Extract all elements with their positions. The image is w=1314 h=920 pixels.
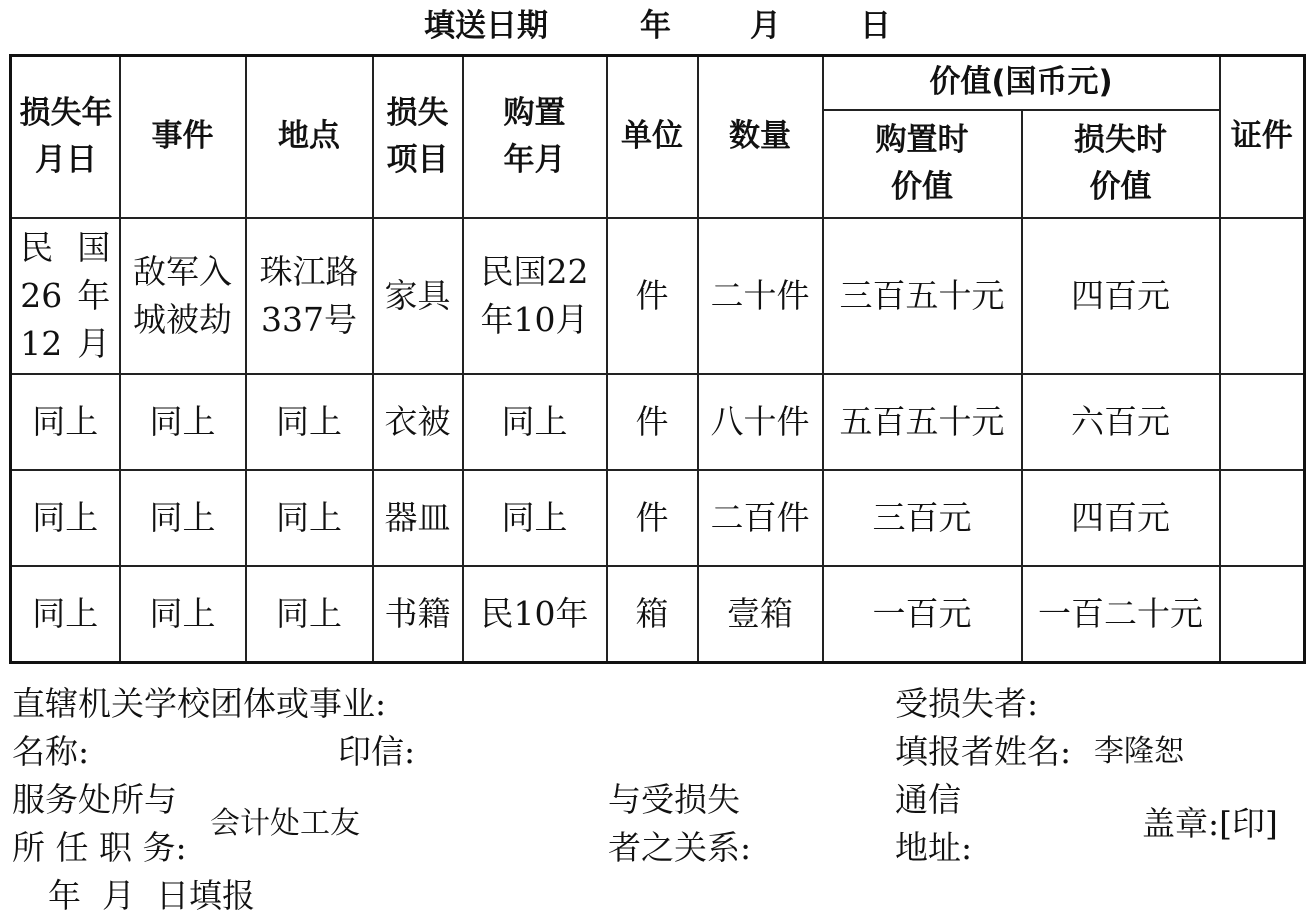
cell-purchase-value: 五百五十元 xyxy=(823,374,1022,470)
address-label-line2: 地址: xyxy=(895,828,973,867)
fill-date-year: 年 xyxy=(640,8,671,44)
loss-report-table xyxy=(9,54,1306,664)
cell-item: 衣被 xyxy=(373,374,463,470)
cell-unit: 件 xyxy=(607,218,698,374)
fill-date-label: 填送日期 xyxy=(424,8,548,44)
cell-loss-value: 一百二十元 xyxy=(1022,566,1220,662)
reporter-label: 填报者姓名: xyxy=(895,732,1072,771)
cell-purchase-date: 民10年 xyxy=(463,566,607,662)
cell-item: 家具 xyxy=(373,218,463,374)
header-loss-item: 损失项目 xyxy=(373,56,463,218)
workplace-value: 会计处工友 xyxy=(210,806,360,841)
victim-label: 受损失者: xyxy=(895,684,1039,723)
cell-quantity: 二十件 xyxy=(698,218,823,374)
cell-loss-date: 同上 xyxy=(11,374,120,470)
cell-quantity: 八十件 xyxy=(698,374,823,470)
header-loss-date: 损失年月日 xyxy=(11,56,120,218)
cell-quantity: 壹箱 xyxy=(698,566,823,662)
cell-certificate xyxy=(1220,470,1305,566)
cell-loss-date: 同上 xyxy=(11,470,120,566)
reporter-name: 李隆恕 xyxy=(1094,734,1184,769)
stamp-label: 盖章:[印] xyxy=(1142,804,1278,843)
cell-purchase-value: 一百元 xyxy=(823,566,1022,662)
relation-label-line2: 者之关系: xyxy=(608,828,752,867)
cell-loss-date: 同上 xyxy=(11,566,120,662)
header-loss-value: 损失时价值 xyxy=(1022,110,1220,218)
agency-label: 直辖机关学校团体或事业: xyxy=(12,684,387,723)
cell-purchase-date: 同上 xyxy=(463,470,607,566)
cell-loss-value: 六百元 xyxy=(1022,374,1220,470)
cell-purchase-date: 同上 xyxy=(463,374,607,470)
cell-certificate xyxy=(1220,218,1305,374)
cell-unit: 箱 xyxy=(607,566,698,662)
seal-label: 印信: xyxy=(338,732,416,771)
header-purchase-date: 购置年月 xyxy=(463,56,607,218)
name-label: 名称: xyxy=(12,732,90,771)
header-value-group: 价值(国币元) xyxy=(823,56,1220,110)
cell-loss-value: 四百元 xyxy=(1022,218,1220,374)
header-purchase-value: 购置时价值 xyxy=(823,110,1022,218)
header-certificate: 证件 xyxy=(1220,56,1305,218)
header-event: 事件 xyxy=(120,56,246,218)
fill-date-day: 日 xyxy=(860,8,891,44)
cell-quantity: 二百件 xyxy=(698,470,823,566)
cell-purchase-value: 三百元 xyxy=(823,470,1022,566)
cell-event: 同上 xyxy=(120,374,246,470)
fill-date-month: 月 xyxy=(750,8,781,44)
header-quantity: 数量 xyxy=(698,56,823,218)
table-row xyxy=(11,470,1305,566)
cell-purchase-value: 三百五十元 xyxy=(823,218,1022,374)
workplace-label-line1: 服务处所与 xyxy=(12,780,177,819)
cell-unit: 件 xyxy=(607,374,698,470)
cell-location: 同上 xyxy=(246,566,373,662)
relation-label-line1: 与受损失 xyxy=(608,780,740,819)
cell-loss-date: 民国26年12月 xyxy=(11,218,120,374)
cell-loss-value: 四百元 xyxy=(1022,470,1220,566)
cell-certificate xyxy=(1220,374,1305,470)
table-row xyxy=(11,218,1305,374)
cell-unit: 件 xyxy=(607,470,698,566)
table-row xyxy=(11,374,1305,470)
cell-location: 同上 xyxy=(246,470,373,566)
form-footer xyxy=(0,670,1314,916)
header-location: 地点 xyxy=(246,56,373,218)
cell-event: 同上 xyxy=(120,470,246,566)
report-date: 年 月 日填报 xyxy=(48,876,255,915)
cell-location: 珠江路337号 xyxy=(246,218,373,374)
cell-event: 同上 xyxy=(120,566,246,662)
table-row xyxy=(11,566,1305,662)
cell-event: 敌军入城被劫 xyxy=(120,218,246,374)
workplace-label-line2: 所 任 职 务: xyxy=(12,828,187,867)
address-label-line1: 通信 xyxy=(895,780,961,819)
cell-certificate xyxy=(1220,566,1305,662)
cell-purchase-date: 民国22年10月 xyxy=(463,218,607,374)
header-unit: 单位 xyxy=(607,56,698,218)
form-header xyxy=(0,4,1314,48)
cell-location: 同上 xyxy=(246,374,373,470)
cell-item: 书籍 xyxy=(373,566,463,662)
cell-item: 器皿 xyxy=(373,470,463,566)
